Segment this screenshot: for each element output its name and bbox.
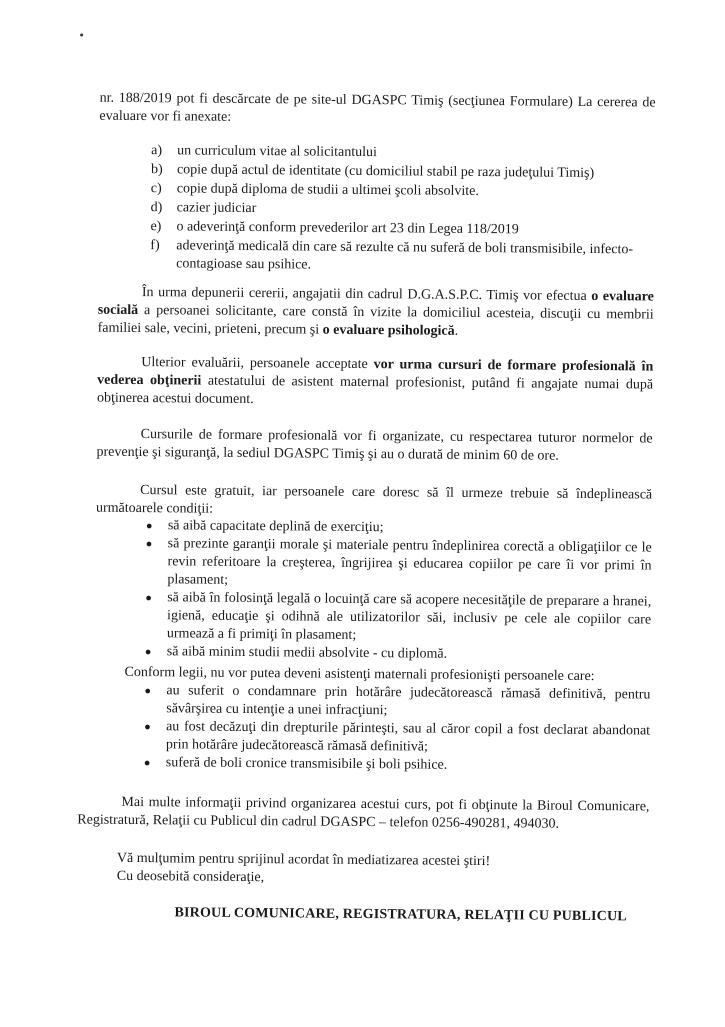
signature-office: BIROUL COMUNICARE, REGISTRATURA, RELAŢII CU PUBLICUL [174, 905, 627, 925]
intro-paragraph: nr. 188/2019 pot fi descărcate de pe site-ul DGASPC Timiş (secţiunea Formulare) La cererea de evaluare vor fi anexate: [99, 90, 656, 125]
list-item-text: să aibă în folosinţă legală o locuinţă care să acopere necesităţile de preparare a hranei, igienă, educaţie şi odihnă ale utilizatorilor săi, inclusiv pe cele ale copiilor care urmează a fi primiţi în plasament; [166, 590, 652, 643]
list-item [150, 237, 655, 277]
bullet-icon: ● [144, 646, 152, 659]
list-item-text: un curriculum vitae al solicitantului [177, 143, 378, 161]
bullet-icon: ● [144, 721, 151, 734]
bullet-icon: ● [145, 538, 153, 551]
list-marker: a) [151, 143, 163, 159]
list-item-text: cazier judiciar [176, 200, 257, 217]
list-item-text: să aibă minim studii medii absolvite - cu diplomă. [166, 644, 448, 662]
list-item-text: o adeverinţă conform prevederilor art 23 din Legea 118/2019 [176, 219, 519, 238]
list-marker: e) [150, 219, 162, 235]
list-item [144, 682, 650, 722]
bullet-icon: ● [145, 520, 153, 533]
scan-speck [80, 34, 83, 37]
list-item-text: să aibă capacitate deplină de exerciţiu; [167, 518, 384, 536]
list-item [145, 589, 651, 647]
closing-line: Cu deosebită consideraţie, [116, 868, 265, 886]
exclusions-list [144, 682, 651, 776]
info-paragraph: Mai multe informaţii privind organizarea acestui curs, pot fi obţinute la Biroul Comunicare, Registratură, Relaţii cu Publicul din cadrul DGASPC – telefon 0256-490281, 494030. [77, 794, 650, 832]
list-marker: d) [150, 200, 163, 216]
list-item-text: copie după diploma de studii a ultimei şcoli absolvite. [176, 181, 479, 200]
law-paragraph: Conform legii, nu vor putea deveni asistenţi maternali profesionişti persoanele care: [124, 664, 595, 685]
bullet-icon: ● [145, 592, 152, 605]
list-marker: b) [150, 162, 163, 178]
list-marker: c) [150, 181, 162, 197]
training-paragraph: Ulterior evaluării, persoanele acceptate vor urma cursuri de formare profesională în vederea obţinerii atestatului de asistent maternal profesionist, putând fi angajate numai după obţinerea acestui document. [96, 355, 654, 408]
attachments-list [150, 142, 656, 278]
list-item [145, 643, 651, 665]
evaluation-paragraph: În urma depunerii cererii, angajatii din cadrul D.G.A.S.P.C. Timiş vor efectua o evaluare socială a persoanei solicitante, care constă în vizite la domiciliul acesteia, discuţii cu membrii familiei sale, vecini, prieteni, precum şi o evaluare psihologică. [97, 285, 654, 339]
list-item-text: au suferit o condamnare prin hotărâre judecătorească rămasă definitivă, pentru săvârşirea cu intenţie a unei infracţiuni; [166, 683, 651, 719]
list-item-text: au fost decăzuţi din drepturile părinteşti, sau al căror copil a fost declarat abandonat prin hotărâre judecătorească rămasă definitivă; [165, 719, 651, 755]
thanks-line: Vă mulţumim pentru sprijinul acordat în mediatizarea acestei ştiri! [116, 850, 491, 870]
list-marker: f) [150, 238, 160, 254]
courses-paragraph: Cursurile de formare profesională vor fi organizate, cu respectarea tuturor normelor de prevenţie şi siguranţă, la sediul DGASPC Timiş şi au o durată de minim 60 de ore. [96, 427, 653, 464]
list-item-text: suferă de boli cronice transmisibile şi boli psihice. [165, 755, 448, 773]
list-item-text: copie după actul de identitate (cu domiciliul stabil pe raza judeţului Timiş) [176, 162, 595, 182]
list-item-text: să prezinte garanţii morale şi materiale pentru îndeplinirea corectă a obligaţiilor ce le revin referitoare la creşterea, îngrijirea şi educarea copiilor pe care îi vor primi în plasament; [167, 536, 652, 588]
free-course-paragraph: Cursul este gratuit, iar persoanele care doresc să îl urmeze trebuie să îndeplinească următoarele condiţii: [95, 483, 653, 517]
list-item [144, 718, 650, 758]
list-item-text: adeverinţă medicală din care să rezulte că nu suferă de boli transmisibile, infecto-contagioase sau psihice. [176, 238, 634, 273]
bullet-icon: ● [143, 757, 151, 770]
conditions-list [145, 517, 652, 665]
list-item [145, 535, 651, 593]
bullet-icon: ● [144, 685, 152, 698]
list-item [144, 754, 650, 776]
